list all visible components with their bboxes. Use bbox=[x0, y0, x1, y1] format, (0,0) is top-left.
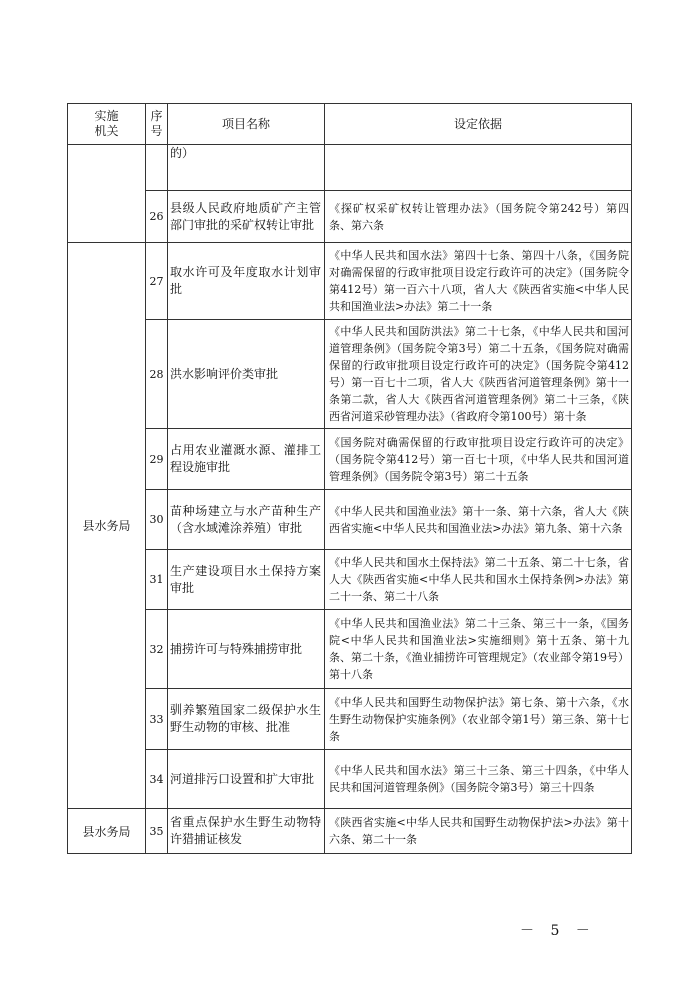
item-name: 捕捞许可与特殊捕捞审批 bbox=[168, 610, 325, 689]
item-basis: 《中华人民共和国水法》第四十七条、第四十八条，《国务院对确需保留的行政审批项目设定行政许可的决定》（国务院令第412号）第一百六十八项，省人大《陕西省实施<中华人民共和国渔业法>办法》第二十一条 bbox=[325, 243, 632, 320]
item-basis: 《中华人民共和国野生动物保护法》第七条、第十六条，《水生野生动物保护实施条例》（农业部令第1号）第三条、第十七条 bbox=[325, 689, 632, 750]
approval-items-table bbox=[67, 103, 632, 854]
item-name: 洪水影响评价类审批 bbox=[168, 320, 325, 429]
row-num: 33 bbox=[146, 689, 168, 750]
row-num: 28 bbox=[146, 320, 168, 429]
page-number: － 5 － bbox=[520, 923, 596, 939]
item-name: 苗种场建立与水产苗种生产（含水域滩涂养殖）审批 bbox=[168, 490, 325, 550]
item-name: 的） bbox=[168, 145, 325, 191]
table-row bbox=[68, 809, 632, 854]
row-num bbox=[146, 145, 168, 191]
table-row bbox=[68, 145, 632, 191]
row-num: 30 bbox=[146, 490, 168, 550]
agency-cell bbox=[68, 145, 146, 243]
item-name: 河道排污口设置和扩大审批 bbox=[168, 750, 325, 809]
table-row bbox=[68, 490, 632, 550]
item-basis: 《中华人民共和国水土保持法》第二十五条、第二十七条，省人大《陕西省实施<中华人民共和国水土保持条例>办法》第二十一条、第二十八条 bbox=[325, 550, 632, 610]
item-basis: 《中华人民共和国防洪法》第二十七条，《中华人民共和国河道管理条例》（国务院令第3号）第二十五条，《国务院对确需保留的行政审批项目设定行政许可的决定》（国务院令第412号）第一百七十二项，省人大《陕西省河道管理条例》第十一条第二款，省人大《陕西省河道管理条例》第二十三条，《陕西省河道采砂管理办法》（省政府令第100号）第十条 bbox=[325, 320, 632, 429]
row-num: 31 bbox=[146, 550, 168, 610]
item-basis: 《陕西省实施<中华人民共和国野生动物保护法>办法》第十六条、第二十一条 bbox=[325, 809, 632, 854]
item-basis: 《探矿权采矿权转让管理办法》（国务院令第242号）第四条、第六条 bbox=[325, 191, 632, 243]
header-num: 序号 bbox=[146, 104, 168, 145]
table-row bbox=[68, 243, 632, 320]
item-name: 生产建设项目水土保持方案审批 bbox=[168, 550, 325, 610]
agency-cell: 县水务局 bbox=[68, 809, 146, 854]
item-basis: 《中华人民共和国渔业法》第二十三条、第三十一条，《国务院<中华人民共和国渔业法>实施细则》第十五条、第十九条、第二十条，《渔业捕捞许可管理规定》（农业部令第19号）第十八条 bbox=[325, 610, 632, 689]
row-num: 29 bbox=[146, 429, 168, 490]
table-row bbox=[68, 689, 632, 750]
item-name: 省重点保护水生野生动物特许猎捕证核发 bbox=[168, 809, 325, 854]
table-header-row bbox=[68, 104, 632, 145]
table-row bbox=[68, 550, 632, 610]
item-name: 占用农业灌溉水源、灌排工程设施审批 bbox=[168, 429, 325, 490]
row-num: 26 bbox=[146, 191, 168, 243]
table-row bbox=[68, 429, 632, 490]
header-agency: 实施机关 bbox=[68, 104, 146, 145]
header-name: 项目名称 bbox=[168, 104, 325, 145]
table-row bbox=[68, 320, 632, 429]
item-basis: 《国务院对确需保留的行政审批项目设定行政许可的决定》（国务院令第412号）第一百七十项，《中华人民共和国河道管理条例》（国务院令第3号）第二十五条 bbox=[325, 429, 632, 490]
row-num: 34 bbox=[146, 750, 168, 809]
table-row bbox=[68, 750, 632, 809]
item-name: 县级人民政府地质矿产主管部门审批的采矿权转让审批 bbox=[168, 191, 325, 243]
item-basis bbox=[325, 145, 632, 191]
table-row bbox=[68, 191, 632, 243]
header-basis: 设定依据 bbox=[325, 104, 632, 145]
agency-cell: 县水务局 bbox=[68, 243, 146, 809]
item-basis: 《中华人民共和国渔业法》第十一条、第十六条，省人大《陕西省实施<中华人民共和国渔业法>办法》第九条、第十六条 bbox=[325, 490, 632, 550]
row-num: 27 bbox=[146, 243, 168, 320]
item-name: 驯养繁殖国家二级保护水生野生动物的审核、批准 bbox=[168, 689, 325, 750]
row-num: 35 bbox=[146, 809, 168, 854]
item-name: 取水许可及年度取水计划审批 bbox=[168, 243, 325, 320]
table-row bbox=[68, 610, 632, 689]
row-num: 32 bbox=[146, 610, 168, 689]
item-basis: 《中华人民共和国水法》第三十三条、第三十四条，《中华人民共和国河道管理条例》（国务院令第3号）第三十四条 bbox=[325, 750, 632, 809]
